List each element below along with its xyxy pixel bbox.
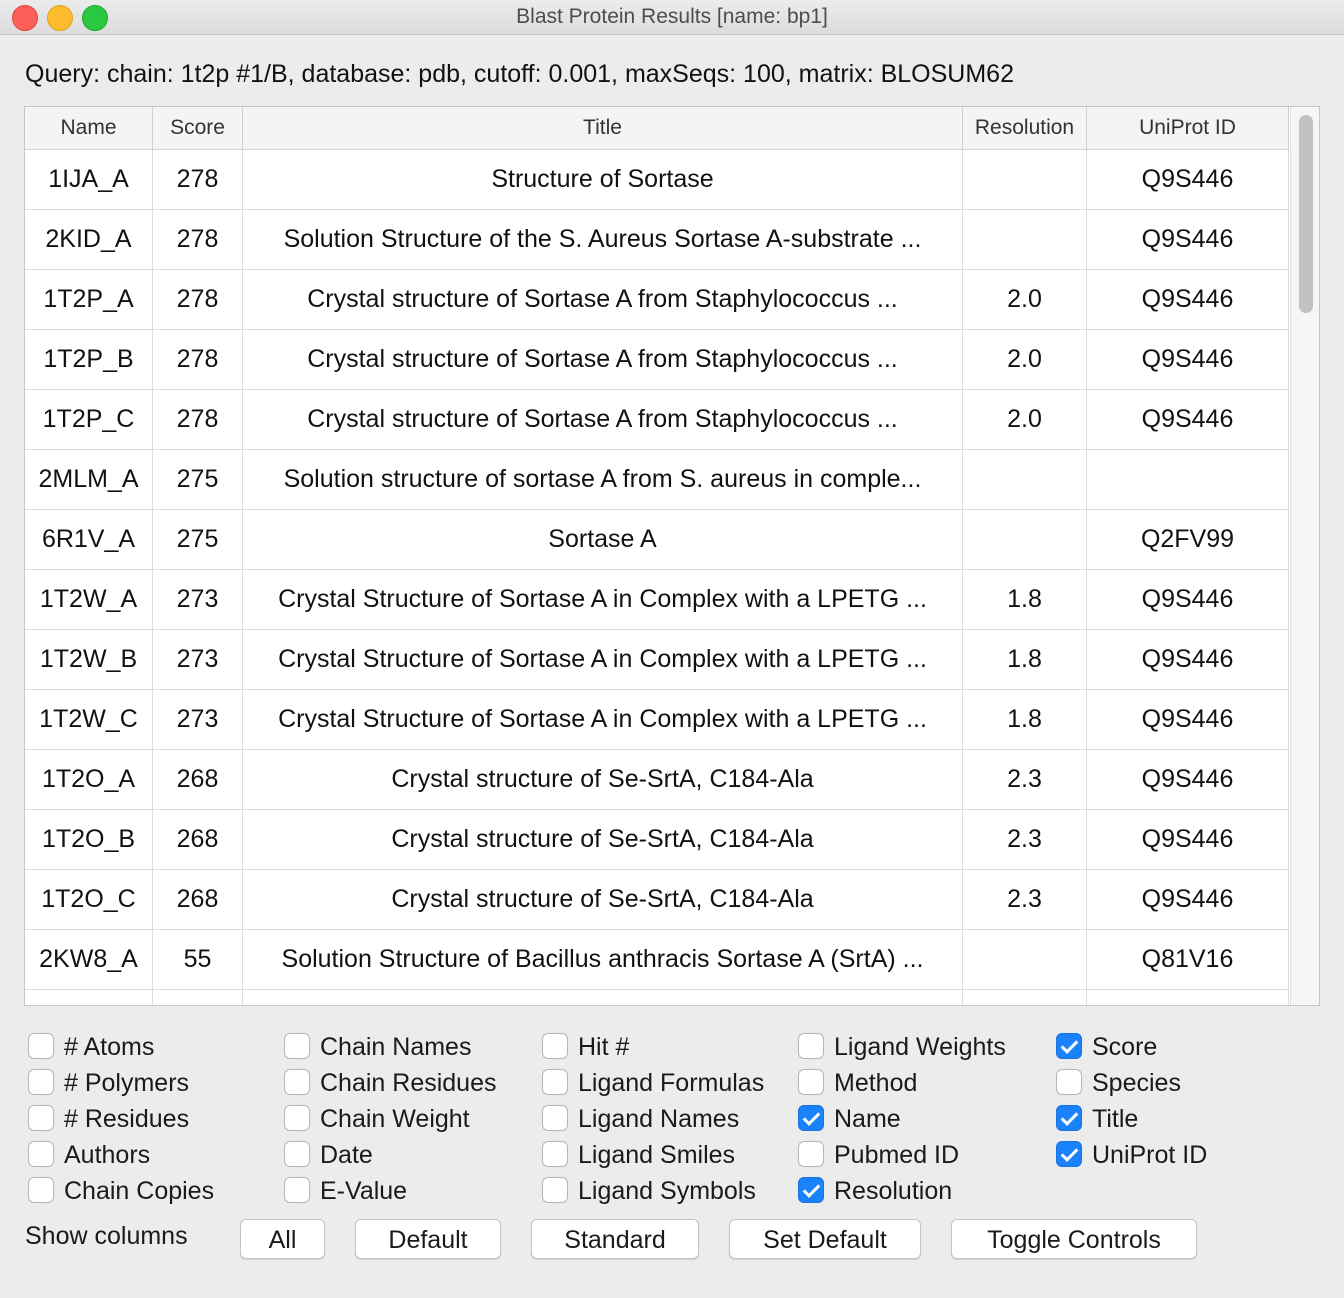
checkbox[interactable] <box>798 1141 824 1167</box>
table-scrollbar[interactable] <box>1290 107 1319 1005</box>
standard-columns-button[interactable]: Standard <box>531 1219 699 1259</box>
table-row[interactable] <box>25 630 1289 690</box>
cell-title: Crystal structure of Sortase A from Staphylococcus ... <box>243 390 963 449</box>
checkbox-label: Authors <box>64 1141 151 1169</box>
checkbox[interactable] <box>1056 1069 1082 1095</box>
checkbox-label: Chain Residues <box>320 1069 497 1097</box>
checkbox-label: Name <box>834 1105 901 1133</box>
cell-uniprot-id: Q9S446 <box>1087 630 1289 689</box>
cell-resolution <box>963 990 1087 1006</box>
checkbox[interactable] <box>798 1069 824 1095</box>
cell-resolution: 2.0 <box>963 330 1087 389</box>
cell-score: 275 <box>153 450 243 509</box>
checkbox-label: Hit # <box>578 1033 630 1061</box>
checkbox[interactable] <box>542 1033 568 1059</box>
cell-resolution: 1.8 <box>963 630 1087 689</box>
cell-uniprot-id: Q9S446 <box>1087 690 1289 749</box>
cell-title: Crystal structure of Se-SrtA, C184-Ala <box>243 810 963 869</box>
checkbox[interactable] <box>798 1033 824 1059</box>
cell-uniprot-id: Q9S446 <box>1087 570 1289 629</box>
toggle-controls-button[interactable]: Toggle Controls <box>951 1219 1197 1259</box>
table-row[interactable] <box>25 390 1289 450</box>
cell-resolution: 1.8 <box>963 690 1087 749</box>
checkbox-label: Pubmed ID <box>834 1141 960 1169</box>
checkbox-label: E-Value <box>320 1177 408 1205</box>
checkbox-label: Ligand Symbols <box>578 1177 756 1205</box>
cell-uniprot-id: Q9S446 <box>1087 870 1289 929</box>
checkbox-label: Chain Names <box>320 1033 472 1061</box>
table-row[interactable] <box>25 870 1289 930</box>
table-row[interactable] <box>25 330 1289 390</box>
cell-title: Solution Structure of Bacillus anthracis Sortase A (SrtA) ... <box>243 930 963 989</box>
table-row[interactable] <box>25 690 1289 750</box>
cell-score: 275 <box>153 510 243 569</box>
checkbox-label: Title <box>1092 1105 1139 1133</box>
checkbox[interactable] <box>284 1177 310 1203</box>
cell-score: 55 <box>153 930 243 989</box>
cell-uniprot-id: Q9S446 <box>1087 390 1289 449</box>
cell-score: 278 <box>153 210 243 269</box>
checkbox-label: Chain Copies <box>64 1177 215 1205</box>
default-columns-button[interactable]: Default <box>355 1219 501 1259</box>
table-row[interactable] <box>25 750 1289 810</box>
cell-score: 278 <box>153 390 243 449</box>
column-header-title[interactable]: Title <box>243 107 963 149</box>
checkbox-label: Ligand Names <box>578 1105 740 1133</box>
checkbox-label: Chain Weight <box>320 1105 470 1133</box>
cell-name: 1T2W_A <box>25 570 153 629</box>
query-summary: Query: chain: 1t2p #1/B, database: pdb, cutoff: 0.001, maxSeqs: 100, matrix: BLOSUM62 <box>25 60 1014 88</box>
checkbox[interactable] <box>28 1069 54 1095</box>
table-row[interactable] <box>25 570 1289 630</box>
column-header-name[interactable]: Name <box>25 107 153 149</box>
checkbox-label: Resolution <box>834 1177 953 1205</box>
cell-resolution <box>963 150 1087 209</box>
checkbox[interactable] <box>1056 1105 1082 1131</box>
cell-resolution <box>963 450 1087 509</box>
cell-resolution <box>963 210 1087 269</box>
show-columns-label: Show columns <box>25 1222 188 1250</box>
checkbox[interactable] <box>1056 1033 1082 1059</box>
cell-resolution: 2.0 <box>963 390 1087 449</box>
cell-name: 1T2O_A <box>25 750 153 809</box>
checkbox[interactable] <box>542 1105 568 1131</box>
checkbox-label: Ligand Weights <box>834 1033 1006 1061</box>
cell-title: Crystal structure of Se-SrtA, C184-Ala <box>243 750 963 809</box>
checkbox[interactable] <box>1056 1141 1082 1167</box>
cell-uniprot-id: Q9S446 <box>1087 330 1289 389</box>
checkbox[interactable] <box>798 1105 824 1131</box>
cell-uniprot-id: Q2FV99 <box>1087 510 1289 569</box>
cell-uniprot-id: Q81V16 <box>1087 930 1289 989</box>
cell-title <box>243 990 963 1006</box>
scrollbar-thumb[interactable] <box>1299 115 1313 313</box>
set-default-button[interactable]: Set Default <box>729 1219 921 1259</box>
cell-score: 268 <box>153 810 243 869</box>
checkbox-label: # Residues <box>64 1105 190 1133</box>
cell-resolution: 1.8 <box>963 570 1087 629</box>
checkbox-label: Method <box>834 1069 918 1097</box>
cell-uniprot-id: Q9S446 <box>1087 750 1289 809</box>
results-table <box>24 106 1320 1006</box>
checkbox-label: # Atoms <box>64 1033 155 1061</box>
cell-score: 273 <box>153 570 243 629</box>
cell-title: Crystal structure of Se-SrtA, C184-Ala <box>243 870 963 929</box>
cell-name: 1T2O_B <box>25 810 153 869</box>
checkbox-label: Species <box>1092 1069 1181 1097</box>
checkbox[interactable] <box>28 1177 54 1203</box>
cell-title: Solution structure of sortase A from S. aureus in comple... <box>243 450 963 509</box>
table-row[interactable] <box>25 270 1289 330</box>
all-columns-button[interactable]: All <box>240 1219 325 1259</box>
cell-title: Crystal Structure of Sortase A in Complex with a LPETG ... <box>243 630 963 689</box>
checkbox-label: Date <box>320 1141 373 1169</box>
cell-uniprot-id: Q9S446 <box>1087 810 1289 869</box>
cell-name: 6R1V_A <box>25 510 153 569</box>
cell-score: 278 <box>153 270 243 329</box>
cell-resolution <box>963 930 1087 989</box>
cell-name: 2KID_A <box>25 210 153 269</box>
cell-resolution <box>963 510 1087 569</box>
cell-title: Sortase A <box>243 510 963 569</box>
checkbox[interactable] <box>28 1141 54 1167</box>
checkbox[interactable] <box>28 1105 54 1131</box>
cell-name: 1T2W_B <box>25 630 153 689</box>
cell-score: 268 <box>153 870 243 929</box>
checkbox-label: # Polymers <box>64 1069 190 1097</box>
checkbox[interactable] <box>542 1069 568 1095</box>
checkbox[interactable] <box>28 1033 54 1059</box>
cell-score: 273 <box>153 690 243 749</box>
checkbox[interactable] <box>798 1177 824 1203</box>
cell-score <box>153 990 243 1006</box>
cell-uniprot-id: Q9S446 <box>1087 210 1289 269</box>
cell-resolution: 2.3 <box>963 750 1087 809</box>
cell-title: Crystal Structure of Sortase A in Complex with a LPETG ... <box>243 570 963 629</box>
checkbox-label: UniProt ID <box>1092 1141 1208 1169</box>
cell-score: 273 <box>153 630 243 689</box>
cell-resolution: 2.3 <box>963 870 1087 929</box>
cell-name <box>25 990 153 1006</box>
table-header <box>25 107 1289 150</box>
checkbox[interactable] <box>284 1141 310 1167</box>
window-titlebar <box>0 0 1344 35</box>
table-row[interactable] <box>25 150 1289 210</box>
column-header-uniprot-id[interactable]: UniProt ID <box>1087 107 1289 149</box>
cell-name: 1T2P_C <box>25 390 153 449</box>
checkbox-label: Ligand Smiles <box>578 1141 736 1169</box>
cell-name: 1T2W_C <box>25 690 153 749</box>
table-row[interactable] <box>25 210 1289 270</box>
cell-name: 1T2O_C <box>25 870 153 929</box>
cell-uniprot-id <box>1087 990 1289 1006</box>
table-row[interactable] <box>25 450 1289 510</box>
cell-title: Crystal Structure of Sortase A in Complex with a LPETG ... <box>243 690 963 749</box>
cell-name: 1T2P_B <box>25 330 153 389</box>
checkbox[interactable] <box>284 1033 310 1059</box>
cell-title: Crystal structure of Sortase A from Staphylococcus ... <box>243 270 963 329</box>
table-body <box>25 150 1289 1006</box>
cell-score: 278 <box>153 150 243 209</box>
window-title: Blast Protein Results [name: bp1] <box>516 5 828 28</box>
table-row[interactable] <box>25 810 1289 870</box>
cell-uniprot-id: Q9S446 <box>1087 270 1289 329</box>
cell-title: Structure of Sortase <box>243 150 963 209</box>
cell-name: 1T2P_A <box>25 270 153 329</box>
cell-title: Solution Structure of the S. Aureus Sortase A-substrate ... <box>243 210 963 269</box>
checkbox[interactable] <box>542 1141 568 1167</box>
table-row[interactable] <box>25 990 1289 1006</box>
cell-score: 278 <box>153 330 243 389</box>
cell-name: 2MLM_A <box>25 450 153 509</box>
checkbox-label: Ligand Formulas <box>578 1069 765 1097</box>
table-row[interactable] <box>25 930 1289 990</box>
cell-score: 268 <box>153 750 243 809</box>
checkbox[interactable] <box>542 1177 568 1203</box>
cell-resolution: 2.0 <box>963 270 1087 329</box>
cell-uniprot-id: Q9S446 <box>1087 150 1289 209</box>
cell-resolution: 2.3 <box>963 810 1087 869</box>
cell-uniprot-id <box>1087 450 1289 509</box>
table-row[interactable] <box>25 510 1289 570</box>
checkbox-label: Score <box>1092 1033 1158 1061</box>
checkbox[interactable] <box>284 1105 310 1131</box>
cell-name: 2KW8_A <box>25 930 153 989</box>
column-header-score[interactable]: Score <box>153 107 243 149</box>
checkbox[interactable] <box>284 1069 310 1095</box>
cell-name: 1IJA_A <box>25 150 153 209</box>
column-header-resolution[interactable]: Resolution <box>963 107 1087 149</box>
cell-title: Crystal structure of Sortase A from Staphylococcus ... <box>243 330 963 389</box>
